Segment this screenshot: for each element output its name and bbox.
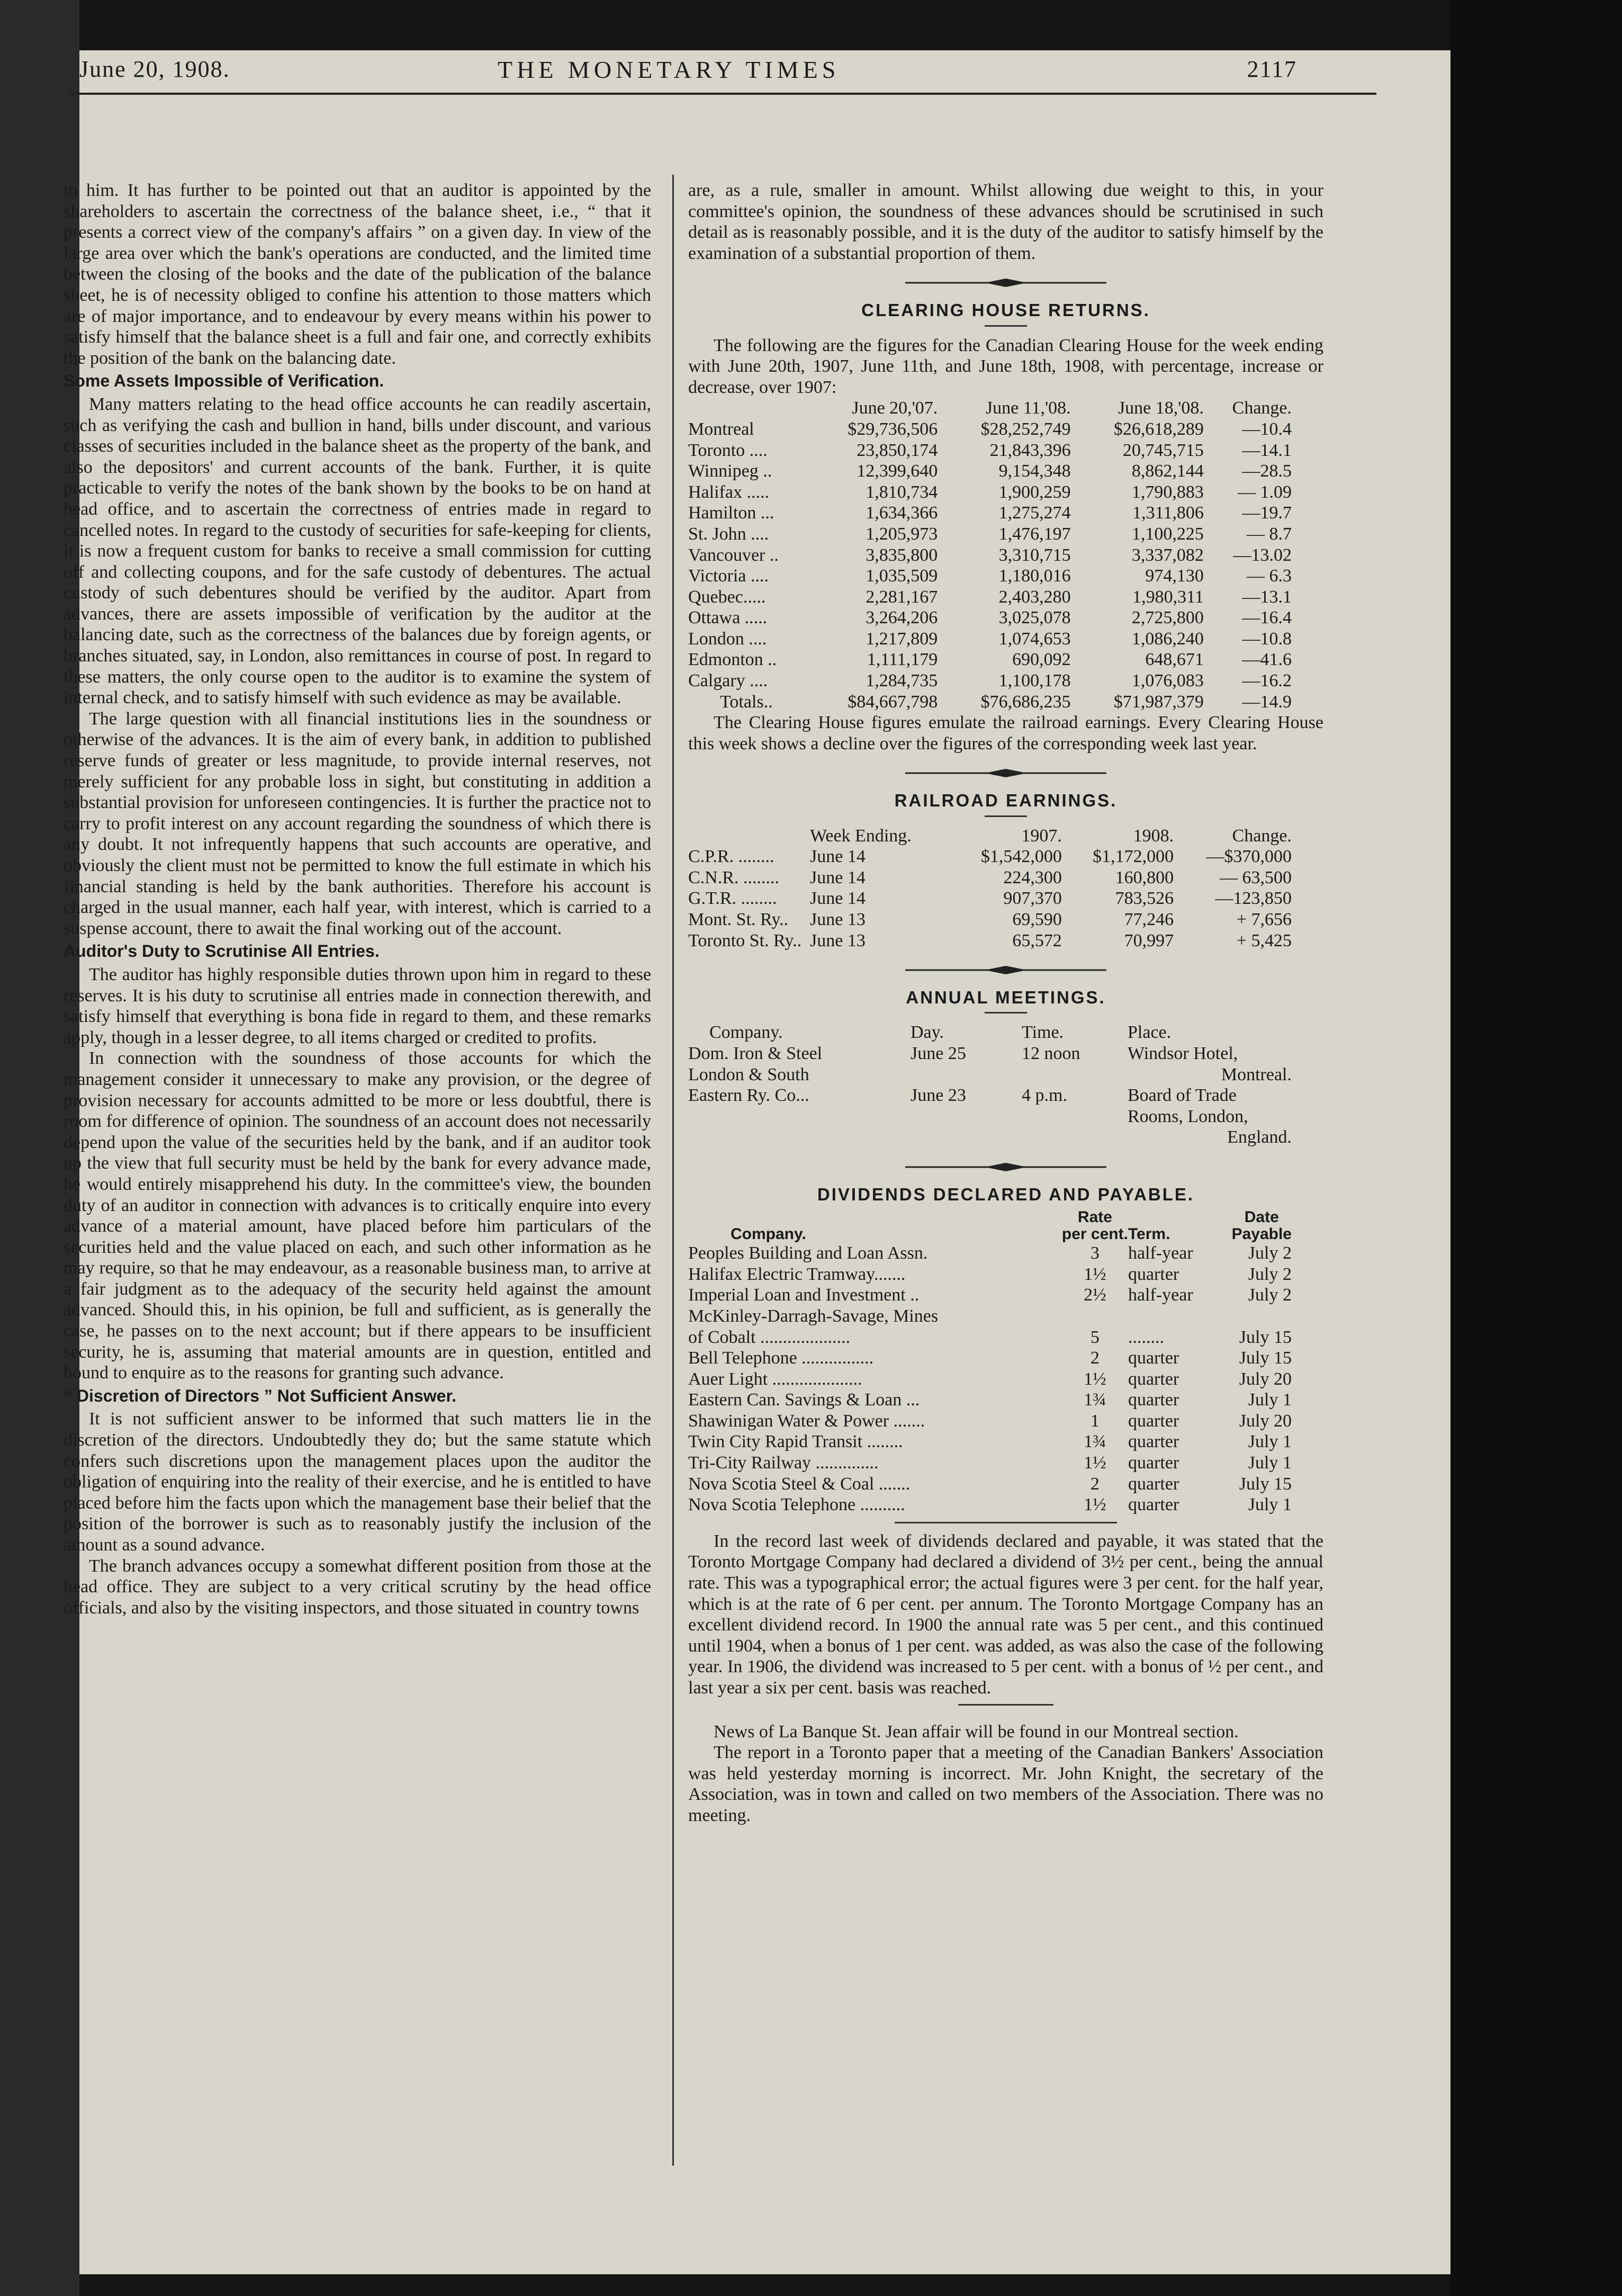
table-header: June 11,'08. — [985, 398, 1071, 418]
table-cell: Toronto St. Ry.. — [688, 930, 802, 950]
table-cell: London .... — [688, 629, 767, 649]
table-cell: quarter — [1128, 1495, 1179, 1515]
paragraph: to him. It has further to be pointed out that an auditor is appointed by the shareholders to ascertain the correctness of the balance sheet, i.e., “ that it presents a correct view of the company's affairs ” on a given day. In view of the large area over which the bank's operations are conducted, and the limited time between the closing of the books and the date of the publication of the balance sheet, he is of necessity obliged to confine his attention to those matters which are of major importance, and to endeavour by every means within his power to satisfy himself that the balance sheet is a full and fair one, and correctly exhibits the position of the bank on the balancing date. — [64, 181, 651, 368]
table-cell: $26,618,289 — [1113, 419, 1204, 439]
table-row — [688, 566, 1292, 587]
section-ornament — [688, 273, 1323, 294]
table-cell: 1,074,653 — [998, 629, 1071, 649]
table-cell: 3,337,082 — [1131, 545, 1204, 565]
table-cell: —14.1 — [1242, 440, 1292, 460]
totals-row — [688, 692, 1292, 713]
table-cell: Montreal. — [1221, 1064, 1292, 1084]
section-heading: ANNUAL MEETINGS. — [906, 987, 1106, 1007]
table-cell — [1128, 1306, 1232, 1327]
table-row — [688, 587, 1292, 608]
table-row — [688, 1494, 1292, 1515]
table-cell: 9,154,348 — [998, 461, 1071, 481]
table-cell: —41.6 — [1242, 650, 1292, 670]
table-cell: 21,843,396 — [989, 440, 1071, 460]
table-cell: London & South — [688, 1064, 809, 1084]
table-header: 1908. — [1133, 826, 1174, 846]
paragraph: are, as a rule, smaller in amount. Whilst allowing due weight to this, in your committee's opinion, the soundness of these advances should be scrutinised in such detail as is reasonably possible, and it is the duty of the auditor to satisfy himself by the examination of a substantial proportion of them. — [688, 181, 1323, 263]
table-cell: 1,205,973 — [866, 524, 938, 544]
paragraph: In the record last week of dividends declared and payable, it was stated that the Toronto Mortgage Company had declared a dividend of 3½ per cent., being the annual rate. This was a typographical error; the actual figures were 3 per cent. for the half year, which is at the rate of 6 per cent. per annum. The Toronto Mortgage Company has an excellent dividend record. In 1900 the annual rate was 5 per cent., and this continued until 1904, when a bonus of 1 per cent. was added, as was also the case of the following year. In 1906, the dividend was increased to 5 per cent. with a bonus of ½ per cent., and last year a six per cent. basis was reached. — [688, 1531, 1323, 1698]
table-cell: 1,076,083 — [1131, 671, 1204, 691]
table-row — [688, 607, 1292, 629]
table-cell: $76,686,235 — [980, 692, 1071, 712]
table-cell: Ottawa ..... — [688, 608, 768, 628]
table-cell: 1¾ — [1084, 1390, 1106, 1410]
table-row — [688, 524, 1292, 545]
subheading: “ Discretion of Directors ” Not Sufficient Answer. — [64, 1386, 457, 1405]
table-cell: $84,667,798 — [848, 692, 938, 712]
table-row — [688, 1306, 1292, 1327]
page-number: 2117 — [1247, 56, 1297, 82]
table-cell: Auer Light .................... — [688, 1369, 862, 1389]
table-cell: 23,850,174 — [857, 440, 938, 460]
table-cell: G.T.R. ........ — [688, 889, 777, 909]
table-cell: Montreal — [688, 419, 754, 439]
header-rule — [69, 93, 1376, 95]
table-cell: July 1 — [1248, 1495, 1292, 1515]
right-column — [688, 180, 1323, 1826]
table-cell: ........ — [1128, 1327, 1164, 1347]
table-header — [688, 826, 810, 847]
table-cell: 1,476,197 — [998, 524, 1071, 544]
table-row — [688, 1243, 1292, 1264]
table-cell: + 5,425 — [1236, 930, 1292, 950]
table-row — [688, 1264, 1292, 1285]
table-cell: 20,745,715 — [1122, 440, 1204, 460]
table-cell: Dom. Iron & Steel — [688, 1043, 823, 1063]
table-row — [688, 461, 1292, 482]
table-cell: June 23 — [911, 1086, 966, 1106]
short-rule — [895, 1522, 1117, 1523]
table-header: Change. — [1232, 398, 1292, 418]
table-header: per cent. — [1061, 1225, 1128, 1243]
table-cell: —16.2 — [1242, 671, 1292, 691]
table-cell: $28,252,749 — [980, 419, 1071, 439]
table-cell: 1,100,225 — [1131, 524, 1204, 544]
subheading: Some Assets Impossible of Verification. — [64, 371, 384, 391]
table-row — [688, 1389, 1292, 1411]
table-cell: —13.02 — [1233, 545, 1292, 565]
table-cell: C.P.R. ........ — [688, 847, 774, 867]
table-cell: 648,671 — [1145, 650, 1204, 670]
left-column — [64, 180, 651, 1618]
table-cell: Winnipeg .. — [688, 461, 772, 481]
table-row — [688, 1043, 1292, 1064]
table-row — [688, 1431, 1292, 1452]
table-cell: 1,086,240 — [1131, 629, 1204, 649]
table-header: June 20,'07. — [852, 398, 938, 418]
table-header: June 18,'08. — [1118, 398, 1204, 418]
table-cell: 8,862,144 — [1131, 461, 1204, 481]
table-cell: $71,987,379 — [1113, 692, 1204, 712]
table-cell: July 2 — [1248, 1264, 1292, 1284]
table-cell: 69,590 — [1012, 910, 1062, 929]
table-cell: 12,399,640 — [857, 461, 938, 481]
table-cell: 3,835,800 — [866, 545, 938, 565]
table-cell: —$370,000 — [1206, 847, 1292, 867]
table-cell: Victoria .... — [688, 566, 769, 586]
table-cell: Peoples Building and Loan Assn. — [688, 1243, 928, 1263]
table-row — [688, 1085, 1292, 1106]
table-row — [688, 1285, 1292, 1306]
table-cell: Board of Trade — [1128, 1086, 1237, 1106]
table-header: Company. — [731, 1225, 806, 1243]
table-cell: July 1 — [1248, 1453, 1292, 1473]
table-cell: June 14 — [810, 889, 866, 909]
table-cell: 690,092 — [1012, 650, 1071, 670]
table-row — [688, 545, 1292, 566]
table-cell: quarter — [1128, 1453, 1179, 1473]
table-row — [688, 909, 1292, 930]
paragraph: The Clearing House figures emulate the railroad earnings. Every Clearing House this week shows a decline over the figures of the corresponding week last year. — [688, 713, 1323, 754]
table-cell: 1½ — [1084, 1453, 1106, 1473]
table-cell: June 25 — [911, 1043, 966, 1063]
paragraph: The following are the figures for the Canadian Clearing House for the week ending with June 20th, 1907, June 11th, and June 18th, 1908, with percentage, increase or decrease, over 1907: — [688, 335, 1323, 397]
table-cell: —10.4 — [1242, 419, 1292, 439]
paragraph: The branch advances occupy a somewhat different position from those at the head office. They are subject to a very critical scrutiny by the head office officials, and also by the visiting inspectors, and those situated in country towns — [64, 1556, 651, 1618]
table-header: Company. — [709, 1023, 783, 1043]
table-row — [688, 503, 1292, 524]
table-header: 1907. — [1021, 826, 1062, 846]
table-row — [688, 419, 1292, 440]
table-cell: McKinley-Darragh-Savage, Mines — [688, 1306, 939, 1326]
table-row — [688, 1411, 1292, 1432]
table-cell: England. — [1227, 1127, 1292, 1147]
table-cell: $1,172,000 — [1093, 847, 1174, 867]
table-row — [688, 930, 1292, 952]
table-cell: — 8.7 — [1247, 524, 1292, 544]
table-cell: 2,403,280 — [998, 587, 1071, 607]
table-row — [688, 670, 1292, 692]
table-cell: 1½ — [1084, 1264, 1106, 1284]
table-cell: Totals.. — [720, 692, 773, 712]
paragraph: It is not sufficient answer to be informed that such matters lie in the discretion of the directors. Undoubtedly they do; but the same statute which confers such discretions upon the management places upon the auditor the obligation of enquiring into the reality of their exercise, and he is entitled to have placed before him the facts upon which the management base their belief that the position of the borrower is such as to reasonably justify the inclusion of the amount as a sound advance. — [64, 1409, 651, 1555]
table-cell: —19.7 — [1242, 503, 1292, 523]
table-cell: 1,035,509 — [866, 566, 938, 586]
table-cell: 1,284,735 — [866, 671, 938, 691]
table-cell: July 15 — [1239, 1327, 1292, 1347]
table-cell: 70,997 — [1124, 930, 1174, 950]
table-row — [688, 846, 1292, 867]
table-cell: Toronto .... — [688, 440, 768, 460]
table-cell: Rooms, London, — [1128, 1106, 1248, 1126]
table-cell: 65,572 — [1012, 930, 1062, 950]
table-cell: Windsor Hotel, — [1128, 1043, 1238, 1063]
table-cell: 160,800 — [1115, 867, 1174, 887]
table-cell: — 63,500 — [1220, 867, 1292, 887]
table-row — [688, 482, 1292, 503]
table-cell: 1,980,311 — [1132, 587, 1204, 607]
table-cell: Halifax Electric Tramway....... — [688, 1264, 906, 1284]
table-cell: 974,130 — [1145, 566, 1204, 586]
table-cell: 1,217,809 — [866, 629, 938, 649]
table-cell: June 13 — [810, 910, 866, 929]
paragraph: The large question with all financial institutions lies in the soundness or otherwise of the advances. It is the aim of every bank, in addition to published reserve funds of greater or less magnitude, to provide internal reserves, not merely sufficient for any probable loss in sight, but constituting in addition a substantial provision for unforeseen contingencies. It is further the practice not to carry to profit interest on any account regarding the soundness of which there is any doubt. It not infrequently happens that such accounts are operative, and obviously the client must not be permitted to know the full estimate in which his financial standing is held by the bank authorities. Therefore his account is charged in the usual manner, each half year, with interest, which is carried to a suspense account, there to await the final working out of the account. — [64, 708, 651, 938]
table-cell: $29,736,506 — [848, 419, 938, 439]
annual-meetings-table — [688, 1022, 1292, 1148]
table-cell: 1,900,259 — [998, 482, 1071, 502]
table-cell: $1,542,000 — [980, 847, 1062, 867]
table-cell: 2 — [1090, 1474, 1100, 1494]
short-rule — [958, 1704, 1053, 1706]
table-cell: 2,725,800 — [1131, 608, 1204, 628]
table-cell: 1,100,178 — [998, 671, 1071, 691]
table-row — [688, 629, 1292, 650]
table-cell: 3,264,206 — [866, 608, 938, 628]
table-header: Week Ending. — [810, 826, 912, 846]
section-ornament — [688, 1158, 1323, 1179]
table-cell: 1,180,016 — [998, 566, 1071, 586]
table-row — [688, 1452, 1292, 1474]
table-cell: + 7,656 — [1236, 910, 1292, 929]
table-header: Rate — [1077, 1208, 1112, 1226]
table-header: Date — [1244, 1208, 1279, 1226]
table-cell: Quebec..... — [688, 587, 766, 607]
table-row — [688, 1474, 1292, 1495]
table-header: Payable — [1231, 1225, 1292, 1243]
table-cell: July 2 — [1248, 1243, 1292, 1263]
table-cell: —13.1 — [1242, 587, 1292, 607]
table-cell: 2½ — [1084, 1285, 1106, 1305]
section-ornament — [688, 961, 1323, 982]
clearing-house-table — [688, 398, 1292, 712]
table-cell: — 6.3 — [1247, 566, 1292, 586]
paragraph: News of La Banque St. Jean affair will be found in our Montreal section. — [714, 1721, 1239, 1742]
page-header — [79, 56, 1297, 98]
table-cell: 1 — [1090, 1411, 1100, 1431]
table-cell: Shawinigan Water & Power ....... — [688, 1411, 925, 1431]
table-cell: June 14 — [810, 867, 866, 887]
table-cell: 783,526 — [1115, 889, 1174, 909]
table-cell: 3,310,715 — [998, 545, 1071, 565]
table-row — [688, 440, 1292, 461]
table-row — [688, 649, 1292, 670]
short-rule — [985, 1012, 1027, 1014]
table-cell: July 15 — [1239, 1348, 1292, 1368]
header-date: June 20, 1908. — [79, 56, 230, 82]
table-cell: quarter — [1128, 1369, 1179, 1389]
railroad-earnings-table — [688, 826, 1292, 952]
table-cell: July 1 — [1248, 1390, 1292, 1410]
table-cell: —123,850 — [1215, 889, 1292, 909]
table-cell: half-year — [1128, 1243, 1193, 1263]
table-cell: 1,275,274 — [998, 503, 1071, 523]
column-rule — [672, 175, 674, 2166]
table-header: Term. — [1128, 1225, 1170, 1243]
paragraph: In connection with the soundness of those accounts for which the management consider it unnecessary to make any provision, or the degree of provision necessary for accounts admitted to be more or less doubtful, there is room for difference of opinion. The soundness of an account does not necessarily depend upon the value of the securities held by the bank, and if an auditor took up the view that full security must be held by the bank for every advance made, he would entirely misapprehend his duty. In the committee's view, the bounden duty of an auditor in connection with advances is to critically enquire into every advance of a material amount, have placed before him particulars of the securities held and the value placed on each, and such other information as he may require, so that he may endeavour, as a reasonable business man, to arrive at a fair judgment as to the adequacy of the security held against the amount advanced. Should this, in his opinion, be full and sufficient, as is generally the case, he passes on to the next account; but if there appears to be insufficient security, he is, assuming that material amounts are in question, entitled and bound to enquire as to the reasons for granting such advance. — [64, 1048, 651, 1383]
table-cell: 907,370 — [1003, 889, 1062, 909]
table-cell: 5 — [1090, 1327, 1100, 1347]
table-cell: 12 noon — [1022, 1043, 1080, 1063]
right-margin-shadow — [1450, 0, 1622, 2296]
table-row — [688, 867, 1292, 889]
section-heading: DIVIDENDS DECLARED AND PAYABLE. — [817, 1184, 1195, 1204]
table-cell: —16.4 — [1242, 608, 1292, 628]
table-cell: Eastern Can. Savings & Loan ... — [688, 1390, 920, 1410]
table-cell: —28.5 — [1242, 461, 1292, 481]
table-cell: Nova Scotia Telephone .......... — [688, 1495, 905, 1515]
table-cell: 2 — [1090, 1348, 1100, 1368]
table-cell: quarter — [1128, 1474, 1179, 1494]
table-cell: half-year — [1128, 1285, 1193, 1305]
table-cell: July 15 — [1239, 1474, 1292, 1494]
table-cell: Hamilton ... — [688, 503, 774, 523]
dividends-table — [688, 1209, 1292, 1515]
table-cell: 1½ — [1084, 1495, 1106, 1515]
table-cell: 1,810,734 — [866, 482, 938, 502]
table-header: Place. — [1128, 1023, 1172, 1043]
table-header: Day. — [911, 1023, 944, 1043]
table-cell: C.N.R. ........ — [688, 867, 779, 887]
table-cell: —14.9 — [1242, 692, 1292, 712]
table-cell — [1062, 1306, 1128, 1327]
table-cell: quarter — [1128, 1264, 1179, 1284]
table-cell: 3,025,078 — [998, 608, 1071, 628]
table-cell: quarter — [1128, 1411, 1179, 1431]
paragraph: The auditor has highly responsible duties thrown upon him in regard to these reserves. It is his duty to scrutinise all entries made in connection therewith, and satisfy himself that everything is bona fide in regard to them, and these remarks apply, though in a lesser degree, to all items charged or credited to profits. — [64, 964, 651, 1047]
table-cell: 1½ — [1084, 1369, 1106, 1389]
masthead-title: THE MONETARY TIMES — [498, 56, 840, 83]
table-cell: June 14 — [810, 847, 866, 867]
table-cell: Mont. St. Ry.. — [688, 910, 789, 929]
table-cell: 1¾ — [1084, 1432, 1106, 1452]
table-cell: quarter — [1128, 1390, 1179, 1410]
table-row — [688, 1348, 1292, 1369]
table-cell: 4 p.m. — [1022, 1086, 1067, 1106]
subheading: Auditor's Duty to Scrutinise All Entries. — [64, 941, 380, 961]
table-row — [688, 1327, 1292, 1348]
short-rule — [985, 325, 1027, 327]
table-header — [688, 398, 805, 419]
table-cell: 1,790,883 — [1131, 482, 1204, 502]
table-cell: —10.8 — [1242, 629, 1292, 649]
table-cell: 1,634,366 — [866, 503, 938, 523]
table-cell: July 1 — [1248, 1432, 1292, 1452]
section-heading: CLEARING HOUSE RETURNS. — [861, 300, 1150, 320]
table-header: Change. — [1232, 826, 1292, 846]
table-cell: June 13 — [810, 930, 866, 950]
table-cell: Bell Telephone ................ — [688, 1348, 874, 1368]
table-cell: July 20 — [1239, 1411, 1292, 1431]
table-header: Time. — [1022, 1023, 1064, 1043]
table-row — [688, 888, 1292, 909]
table-cell: 77,246 — [1124, 910, 1174, 929]
paragraph: The report in a Toronto paper that a meeting of the Canadian Bankers' Association was held yesterday morning is incorrect. Mr. John Knight, the secretary of the Association, was in town and called on two members of the Association. There was no meeting. — [688, 1743, 1323, 1825]
table-cell: Eastern Ry. Co... — [688, 1086, 809, 1106]
paragraph: Many matters relating to the head office accounts he can readily ascertain, such as verifying the cash and bullion in hand, bills under discount, and various classes of securities included in the balance sheet as the property of the bank, and also the depositors' and current accounts of the bank. Further, it is quite practicable to verify the notes of the bank shown by the books to be on hand at head office, and to ascertain the correctness of entries made in regard to cancelled notes. In regard to the custody of securities for safe-keeping for clients, it is now a frequent custom for banks to receive a small commission for cutting off and collecting coupons, and for the safe custody of debentures. The actual custody of such debentures should be verified by the auditor. Apart from advances, there are assets impossible of verification by the auditor at the balancing date, such as the correctness of the balances due by foreign agents, or branches situated, say, in London, also remittances in course of post. In regard to these matters, the only course open to the auditor is to examine the system of internal check, and to satisfy himself with such evidence as may be available. — [64, 394, 651, 708]
table-cell: July 20 — [1239, 1369, 1292, 1389]
table-cell: of Cobalt .................... — [688, 1327, 850, 1347]
table-cell: July 2 — [1248, 1285, 1292, 1305]
section-heading: RAILROAD EARNINGS. — [894, 791, 1118, 811]
table-cell: Tri-City Railway .............. — [688, 1453, 879, 1473]
table-cell: Nova Scotia Steel & Coal ....... — [688, 1474, 911, 1494]
table-cell: quarter — [1128, 1432, 1179, 1452]
table-cell: 3 — [1090, 1243, 1100, 1263]
table-cell: Imperial Loan and Investment .. — [688, 1285, 920, 1305]
table-cell: quarter — [1128, 1348, 1179, 1368]
table-cell: 2,281,167 — [866, 587, 938, 607]
table-cell: Halifax ..... — [688, 482, 769, 502]
table-cell: Vancouver .. — [688, 545, 779, 565]
table-row — [688, 1369, 1292, 1390]
table-cell: St. John .... — [688, 524, 769, 544]
table-cell: Edmonton .. — [688, 650, 777, 670]
table-cell: — 1.09 — [1238, 482, 1292, 502]
short-rule — [985, 815, 1027, 817]
table-cell — [1232, 1306, 1292, 1327]
table-cell: 224,300 — [1003, 867, 1062, 887]
table-cell: Twin City Rapid Transit ........ — [688, 1432, 903, 1452]
table-cell: 1,111,179 — [867, 650, 938, 670]
section-ornament — [688, 764, 1323, 785]
table-cell: 1,311,806 — [1132, 503, 1204, 523]
table-cell: Calgary .... — [688, 671, 768, 691]
